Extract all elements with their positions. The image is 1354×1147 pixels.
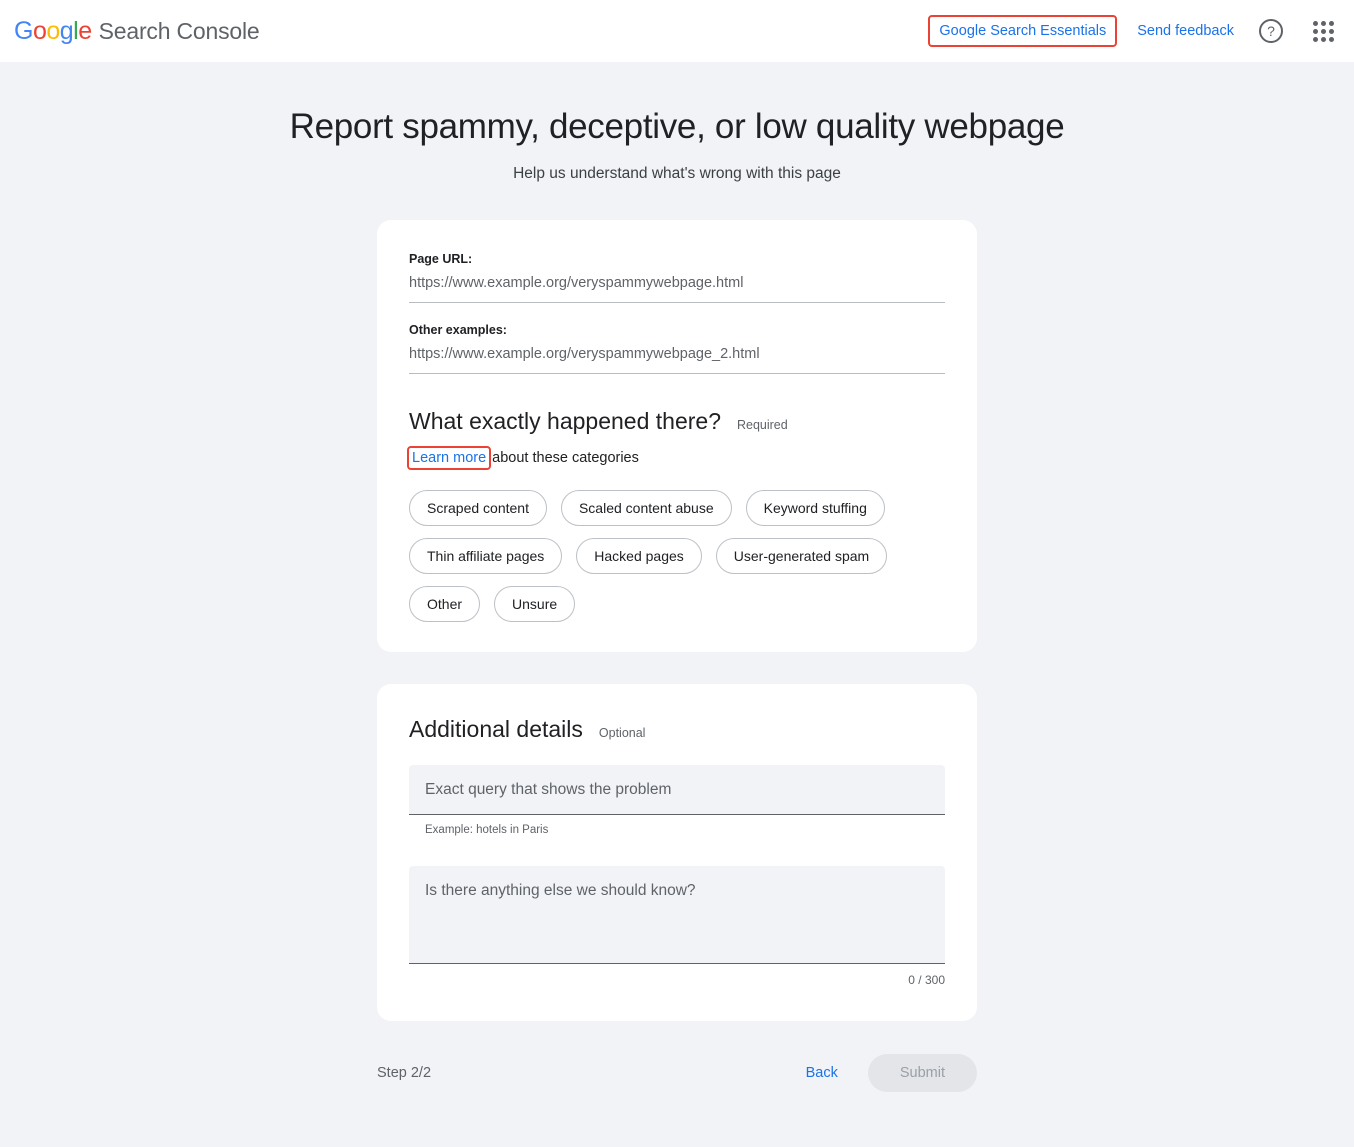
- send-feedback-link[interactable]: Send feedback: [1137, 23, 1234, 39]
- category-section-title: What exactly happened there?: [409, 408, 721, 434]
- product-name: Search Console: [98, 17, 260, 44]
- learn-more-highlight[interactable]: [409, 448, 489, 468]
- query-input[interactable]: Exact query that shows the problem: [409, 765, 945, 815]
- page-url-value[interactable]: https://www.example.org/veryspammywebpage.html: [409, 275, 945, 303]
- category-chip-group: [409, 490, 909, 622]
- chip-scaled-content-abuse[interactable]: Scaled content abuse: [561, 490, 732, 526]
- other-examples-value[interactable]: https://www.example.org/veryspammywebpage_2.html: [409, 346, 945, 374]
- chip-user-generated-spam[interactable]: User-generated spam: [716, 538, 887, 574]
- page-url-label: Page URL:: [409, 252, 473, 266]
- help-circle-glyph: ?: [1259, 19, 1283, 43]
- google-search-essentials-link-highlight[interactable]: [930, 17, 1115, 45]
- category-section-header: [409, 408, 945, 435]
- page-url-field: [409, 252, 945, 303]
- details-section-title: Additional details: [409, 716, 583, 742]
- learn-more-row: [409, 448, 945, 468]
- page-title: Report spammy, deceptive, or low quality webpage: [289, 107, 1065, 146]
- help-icon[interactable]: [1256, 16, 1286, 46]
- chip-thin-affiliate-pages[interactable]: Thin affiliate pages: [409, 538, 562, 574]
- additional-details-card: [377, 684, 977, 1021]
- query-helper-text: Example: hotels in Paris: [425, 824, 549, 836]
- optional-flag: Optional: [598, 726, 646, 740]
- wizard-footer: [377, 1043, 977, 1103]
- google-logo: Google: [14, 16, 92, 45]
- learn-more-rest-text: about these categories: [492, 450, 639, 466]
- details-section-header: [409, 716, 945, 743]
- google-search-essentials-link[interactable]: Google Search Essentials: [939, 23, 1107, 39]
- app-header: [0, 0, 1354, 62]
- other-examples-field: [409, 323, 945, 374]
- page-subtitle: Help us understand what's wrong with this page: [513, 165, 841, 182]
- character-counter: 0 / 300: [908, 973, 945, 987]
- chip-scraped-content[interactable]: Scraped content: [409, 490, 547, 526]
- chip-unsure[interactable]: Unsure: [494, 586, 575, 622]
- apps-grid-icon[interactable]: [1308, 16, 1338, 46]
- grid-icon-dots: [1313, 21, 1334, 42]
- chip-keyword-stuffing[interactable]: Keyword stuffing: [746, 490, 885, 526]
- other-examples-label: Other examples:: [409, 323, 507, 337]
- submit-button: Submit: [868, 1054, 977, 1092]
- step-indicator: Step 2/2: [377, 1065, 432, 1081]
- chip-hacked-pages[interactable]: Hacked pages: [576, 538, 702, 574]
- footer-actions: [798, 1054, 977, 1092]
- back-button[interactable]: Back: [798, 1055, 846, 1091]
- chip-other[interactable]: Other: [409, 586, 480, 622]
- notes-textarea[interactable]: Is there anything else we should know?: [409, 866, 945, 964]
- report-details-card: [377, 220, 977, 652]
- brand: [14, 17, 260, 46]
- required-flag: Required: [736, 418, 788, 432]
- learn-more-link[interactable]: Learn more: [412, 450, 487, 466]
- header-actions: [930, 16, 1338, 46]
